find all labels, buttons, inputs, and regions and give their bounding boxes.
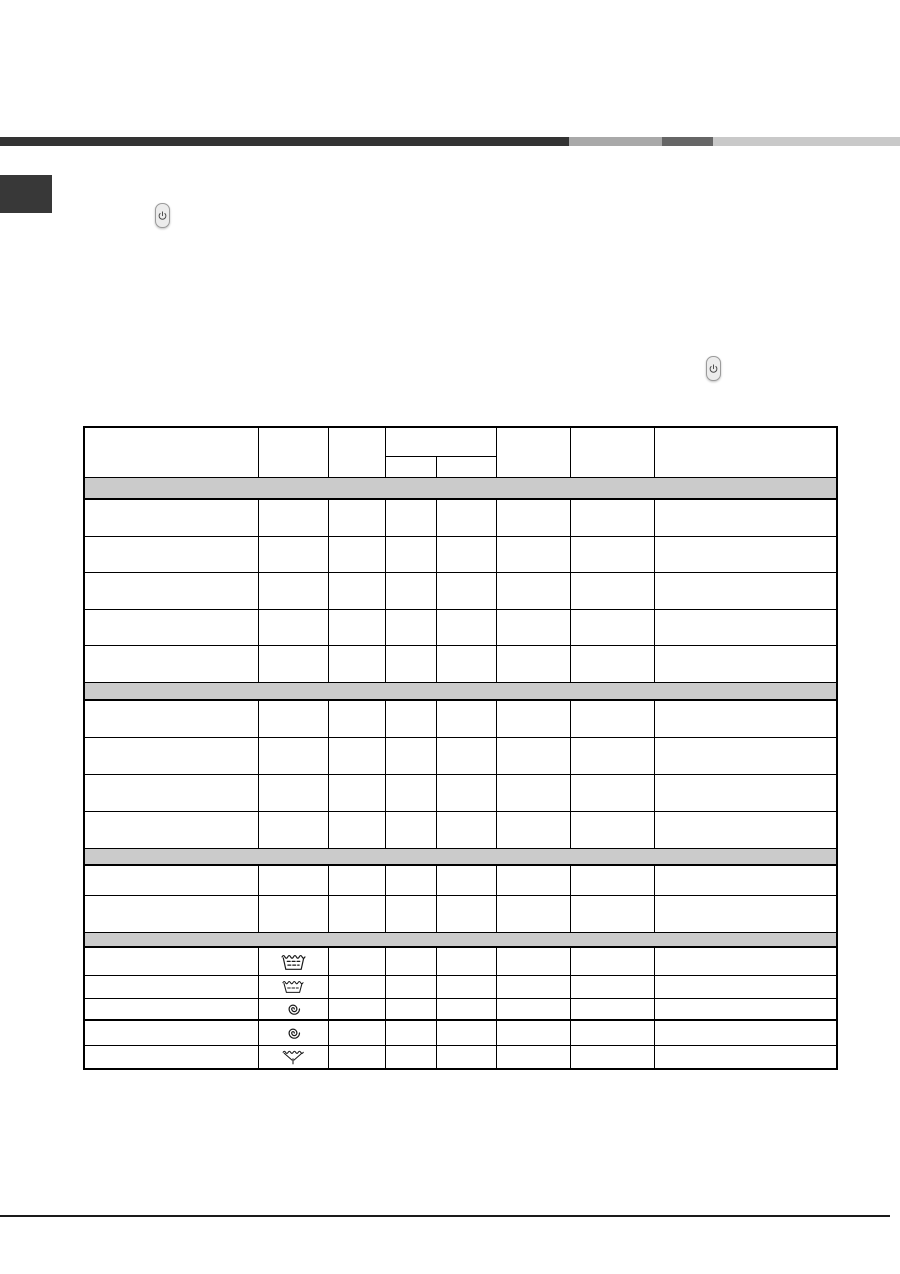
table-cell — [654, 811, 837, 848]
rinse-tub-icon — [259, 979, 328, 994]
table-cell — [385, 572, 436, 609]
table-cell — [84, 947, 258, 975]
power-button-illustration — [155, 203, 170, 228]
table-row — [84, 499, 837, 536]
section-band — [84, 932, 837, 947]
table-cell — [436, 865, 496, 895]
table-cell — [496, 1045, 570, 1069]
table-cell — [258, 774, 328, 811]
table-row — [84, 572, 837, 609]
table-cell — [385, 811, 436, 848]
table-cell — [84, 865, 258, 895]
table-cell — [258, 609, 328, 645]
bar-segment-mid-gray — [569, 137, 662, 146]
table-cell — [385, 609, 436, 645]
table-cell — [436, 1020, 496, 1045]
table-cell — [84, 499, 258, 536]
table-cell — [570, 737, 654, 774]
table-cell — [328, 774, 385, 811]
table-cell — [436, 737, 496, 774]
table-cell — [258, 947, 328, 975]
table-cell — [654, 536, 837, 572]
table-cell — [385, 774, 436, 811]
table-cell — [436, 975, 496, 998]
table-cell — [84, 1045, 258, 1069]
table-cell — [328, 536, 385, 572]
table-cell — [496, 865, 570, 895]
power-icon — [158, 207, 167, 225]
table-cell — [385, 895, 436, 932]
section-band — [84, 848, 837, 865]
table-cell — [570, 811, 654, 848]
table-row — [84, 975, 837, 998]
table-cell — [496, 700, 570, 737]
power-icon — [709, 360, 718, 378]
table-cell — [258, 811, 328, 848]
table-cell — [258, 737, 328, 774]
table-cell — [496, 572, 570, 609]
table-cell — [328, 572, 385, 609]
table-cell — [496, 609, 570, 645]
table-cell — [496, 975, 570, 998]
programme-table — [83, 426, 838, 1070]
detergent-group-header-cell — [385, 427, 496, 456]
table-row — [84, 947, 837, 975]
table-cell — [328, 700, 385, 737]
table-cell — [496, 536, 570, 572]
table-row — [84, 1045, 837, 1069]
section-band — [84, 682, 837, 700]
section-band-cell — [84, 848, 837, 865]
table-cell — [258, 499, 328, 536]
table-cell — [258, 572, 328, 609]
table-cell — [654, 737, 837, 774]
table-cell — [436, 998, 496, 1020]
table-cell — [328, 975, 385, 998]
table-cell — [258, 975, 328, 998]
header-cell — [258, 427, 328, 477]
table-cell — [436, 700, 496, 737]
section-band-cell — [84, 477, 837, 499]
table-cell — [570, 609, 654, 645]
table-cell — [258, 895, 328, 932]
table-cell — [570, 774, 654, 811]
table-cell — [328, 998, 385, 1020]
table-cell — [328, 499, 385, 536]
table-cell — [258, 645, 328, 682]
table-cell — [570, 1045, 654, 1069]
table-row — [84, 895, 837, 932]
table-cell — [84, 737, 258, 774]
table-cell — [570, 1020, 654, 1045]
detergent-subheader-cell — [436, 456, 496, 477]
table-cell — [84, 998, 258, 1020]
table-row — [84, 811, 837, 848]
table-cell — [570, 947, 654, 975]
table-cell — [328, 1020, 385, 1045]
table-cell — [570, 700, 654, 737]
power-button-illustration — [706, 356, 721, 381]
table-row — [84, 774, 837, 811]
table-cell — [258, 998, 328, 1020]
table-cell — [385, 1045, 436, 1069]
table-cell — [570, 998, 654, 1020]
table-cell — [654, 774, 837, 811]
table-row — [84, 865, 837, 895]
table-cell — [654, 645, 837, 682]
table-cell — [654, 572, 837, 609]
table-cell — [654, 865, 837, 895]
table-cell — [258, 865, 328, 895]
table-cell — [654, 998, 837, 1020]
table-cell — [654, 609, 837, 645]
table-cell — [436, 645, 496, 682]
header-cell — [328, 427, 385, 477]
table-cell — [84, 645, 258, 682]
table-cell — [654, 1020, 837, 1045]
table-cell — [385, 998, 436, 1020]
table-cell — [385, 645, 436, 682]
table-cell — [328, 1045, 385, 1069]
table-cell — [436, 811, 496, 848]
table-cell — [654, 975, 837, 998]
table-cell — [385, 865, 436, 895]
header-cell — [496, 427, 570, 477]
table-cell — [570, 975, 654, 998]
table-cell — [570, 572, 654, 609]
header-cell — [654, 427, 837, 477]
table-cell — [258, 1045, 328, 1069]
table-cell — [496, 737, 570, 774]
table-cell — [570, 499, 654, 536]
table-cell — [436, 1045, 496, 1069]
table-cell — [328, 645, 385, 682]
table-cell — [328, 737, 385, 774]
section-band-cell — [84, 932, 837, 947]
spin-spiral-icon — [259, 1025, 328, 1041]
bar-segment-dark — [0, 137, 569, 146]
table-cell — [385, 975, 436, 998]
section-band — [84, 477, 837, 499]
header-cell — [84, 427, 258, 477]
table-cell — [258, 536, 328, 572]
table-cell — [258, 1020, 328, 1045]
table-cell — [385, 700, 436, 737]
table-cell — [328, 811, 385, 848]
table-cell — [385, 737, 436, 774]
table-cell — [496, 895, 570, 932]
table-cell — [84, 1020, 258, 1045]
table-cell — [570, 536, 654, 572]
table-cell — [436, 499, 496, 536]
page-number-tab — [0, 175, 52, 213]
bar-segment-light-gray — [713, 137, 900, 146]
table-cell — [496, 998, 570, 1020]
table-cell — [496, 645, 570, 682]
table-cell — [84, 536, 258, 572]
detergent-subheader-cell — [385, 456, 436, 477]
table-row — [84, 645, 837, 682]
table-cell — [84, 975, 258, 998]
table-row — [84, 1020, 837, 1045]
bar-segment-dark-gray — [662, 137, 713, 146]
spin-spiral-icon — [259, 1001, 328, 1017]
table-cell — [84, 895, 258, 932]
table-cell — [496, 499, 570, 536]
table-cell — [258, 700, 328, 737]
table-cell — [328, 609, 385, 645]
table-cell — [570, 865, 654, 895]
table-cell — [654, 895, 837, 932]
header-cell — [570, 427, 654, 477]
table-cell — [570, 645, 654, 682]
header-bar — [0, 137, 900, 146]
table-cell — [84, 774, 258, 811]
table-cell — [436, 895, 496, 932]
table-cell — [328, 865, 385, 895]
table-cell — [496, 774, 570, 811]
table-cell — [328, 895, 385, 932]
table-row — [84, 700, 837, 737]
table-row — [84, 609, 837, 645]
table-cell — [436, 572, 496, 609]
table-cell — [654, 1045, 837, 1069]
table-cell — [385, 536, 436, 572]
table-cell — [328, 947, 385, 975]
table-cell — [84, 811, 258, 848]
rinse-tub-full-icon — [259, 952, 328, 971]
footer-rule — [0, 1215, 890, 1217]
table-cell — [385, 947, 436, 975]
table-cell — [385, 499, 436, 536]
table-cell — [654, 700, 837, 737]
table-cell — [436, 947, 496, 975]
table-cell — [496, 1020, 570, 1045]
drain-tub-icon — [259, 1049, 328, 1065]
table-cell — [84, 572, 258, 609]
table-cell — [436, 774, 496, 811]
table-cell — [84, 700, 258, 737]
table-header-row — [84, 427, 837, 456]
table-row — [84, 737, 837, 774]
table-cell — [84, 609, 258, 645]
table-cell — [496, 947, 570, 975]
table-row — [84, 536, 837, 572]
table-row — [84, 998, 837, 1020]
table-cell — [436, 536, 496, 572]
table-cell — [436, 609, 496, 645]
table-cell — [385, 1020, 436, 1045]
section-band-cell — [84, 682, 837, 700]
table-cell — [570, 895, 654, 932]
table-cell — [496, 811, 570, 848]
table-cell — [654, 499, 837, 536]
table-cell — [654, 947, 837, 975]
